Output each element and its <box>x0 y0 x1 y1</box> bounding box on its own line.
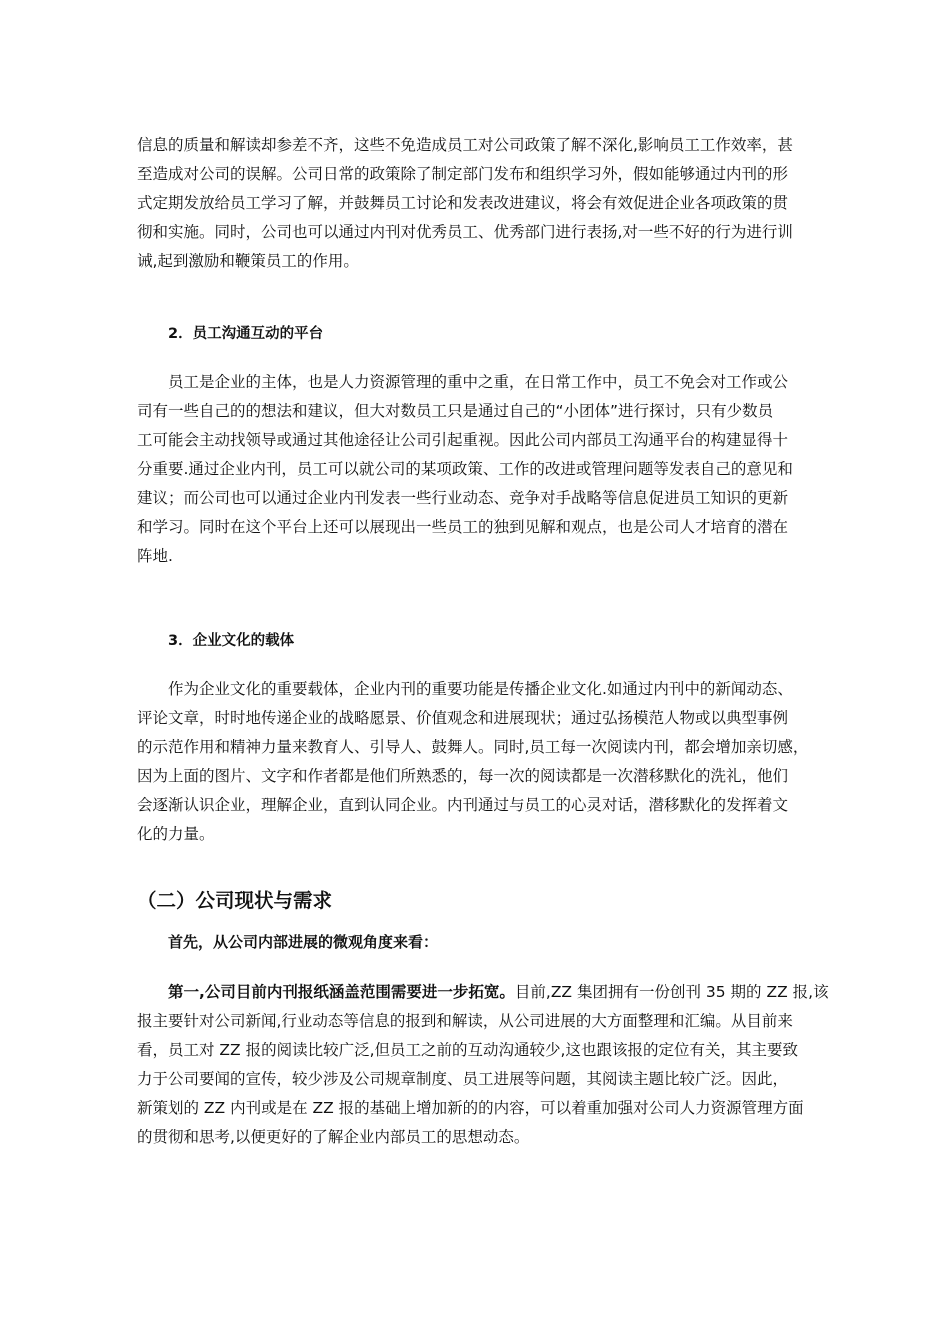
paragraph-2-line: 工可能会主动找领导或通过其他途径让公司引起重视。因此公司内部员工沟通平台的构建显得十 <box>137 431 789 449</box>
paragraph-3-line: 会逐渐认识企业，理解企业，直到认同企业。内刊通过与员工的心灵对话，潜移默化的发挥着文 <box>137 796 789 814</box>
paragraph-1-line: 至造成对公司的误解。公司日常的政策除了制定部门发布和组织学习外，假如能够通过内刊的形 <box>137 165 789 183</box>
paragraph-block-4 <box>137 978 829 1152</box>
subheading-communication-platform: 2．员工沟通互动的平台 <box>168 326 324 342</box>
paragraph-3-line: 作为企业文化的重要载体，企业内刊的重要功能是传播企业文化.如通过内刊中的新闻动态、 <box>168 680 793 698</box>
paragraph-block-2 <box>137 368 813 571</box>
paragraph-3-line: 因为上面的图片、文字和作者都是他们所熟悉的，每一次的阅读都是一次潜移默化的洗礼，他们 <box>137 767 789 785</box>
paragraph-4-line: 的贯彻和思考,以便更好的了解企业内部员工的思想动态。 <box>137 1128 530 1146</box>
paragraph-2 <box>137 368 813 571</box>
paragraph-2-line: 阵地. <box>137 547 173 565</box>
subheading-block-3 <box>137 631 813 651</box>
paragraph-4-line: 看，员工对 ZZ 报的阅读比较广泛,但员工之前的互动沟通较少,这也跟该报的定位有关，其主要致 <box>137 1041 798 1059</box>
paragraph-2-line: 和学习。同时在这个平台上还可以展现出一些员工的独到见解和观点，也是公司人才培育的潜在 <box>137 518 789 536</box>
paragraph-policy-continuation <box>137 131 813 276</box>
paragraph-4-line: 力于公司要闻的宣传，较少涉及公司规章制度、员工进展等问题，其阅读主题比较广泛。因此， <box>137 1070 789 1088</box>
paragraph-2-line: 建议；而公司也可以通过企业内刊发表一些行业动态、竞争对手战略等信息促进员工知识的更新 <box>137 489 789 507</box>
paragraph-4-line: 新策划的 ZZ 内刊或是在 ZZ 报的基础上增加新的的内容，可以着重加强对公司人力资源管理方面 <box>137 1099 804 1117</box>
paragraph-4 <box>137 978 829 1152</box>
paragraph-1-line: 彻和实施。同时，公司也可以通过内刊对优秀员工、优秀部门进行表扬,对一些不好的行为进行训 <box>137 223 793 241</box>
paragraph-4-first-line <box>137 978 829 1007</box>
paragraph-1-line: 诫,起到激励和鞭策员工的作用。 <box>137 252 359 270</box>
lead-line-micro-perspective: 首先，从公司内部进展的微观角度来看： <box>168 933 439 951</box>
paragraph-3-line: 的示范作用和精神力量来教育人、引导人、鼓舞人。同时,员工每一次阅读内刊，都会增加亲切感， <box>137 738 809 756</box>
paragraph-3-line: 化的力量。 <box>137 825 215 843</box>
lead-line-block <box>137 932 813 952</box>
subheading-corporate-culture: 3．企业文化的载体 <box>168 633 295 649</box>
paragraph-1 <box>137 131 813 276</box>
paragraph-1-line: 信息的质量和解读却参差不齐，这些不免造成员工对公司政策了解不深化,影响员工工作效率，甚 <box>137 136 793 154</box>
paragraph-2-line: 司有一些自己的的想法和建议，但大对数员工只是通过自己的“小团体”进行探讨，只有少数员 <box>137 402 774 420</box>
paragraph-2-line: 分重要.通过企业内刊，员工可以就公司的某项政策、工作的改进或管理问题等发表自己的意见和 <box>137 460 793 478</box>
paragraph-3 <box>137 675 813 849</box>
section-heading-status-needs: （二）公司现状与需求 <box>137 889 333 912</box>
paragraph-3-line: 评论文章，时时地传递企业的战略愿景、价值观念和进展现状；通过弘扬模范人物或以典型事例 <box>137 709 789 727</box>
paragraph-4-first-line-rest: 目前,ZZ 集团拥有一份创刊 35 期的 ZZ 报,该 <box>514 983 829 1001</box>
subheading-block-2 <box>137 324 813 344</box>
paragraph-4-line: 报主要针对公司新闻,行业动态等信息的报到和解读，从公司进展的大方面整理和汇编。从目前来 <box>137 1012 793 1030</box>
section-heading-block <box>137 888 813 914</box>
paragraph-2-line: 员工是企业的主体，也是人力资源管理的重中之重，在日常工作中，员工不免会对工作或公 <box>168 373 789 391</box>
paragraph-4-bold-lead: 第一,公司目前内刊报纸涵盖范围需要进一步拓宽。 <box>168 983 515 1001</box>
paragraph-1-line: 式定期发放给员工学习了解，并鼓舞员工讨论和发表改进建议，将会有效促进企业各项政策的贯 <box>137 194 789 212</box>
paragraph-block-3 <box>137 675 813 849</box>
